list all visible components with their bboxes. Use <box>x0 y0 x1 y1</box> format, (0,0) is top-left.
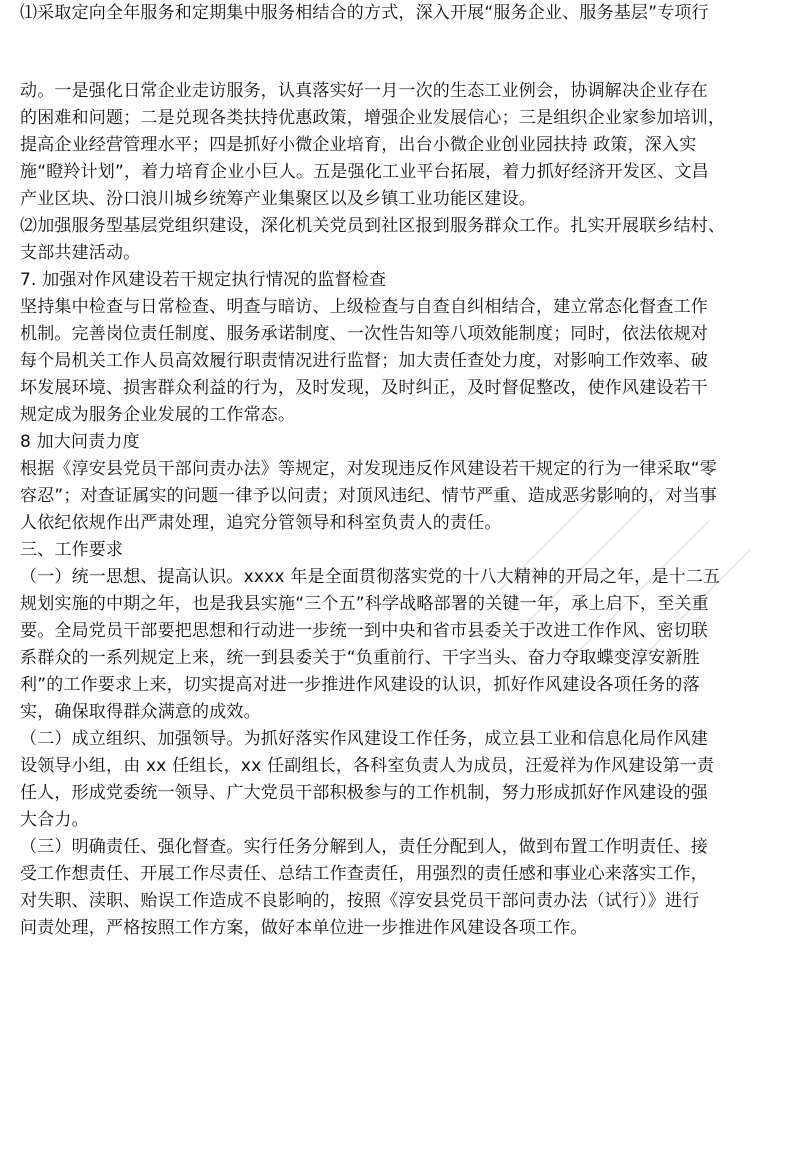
text-line-23: 系群众的一系列规定上来，统一到县委关于“负重前行、干字当头、奋力夺取蝶变淳安新胜 <box>20 648 700 668</box>
section-heading-requirements: 三、工作要求 <box>20 540 124 560</box>
text-line-6: 产业区块、汾口浪川城乡统筹产业集聚区以及乡镇工业功能区建设。 <box>20 189 536 209</box>
text-line-26: （二）成立组织、加强领导。为抓好落实作风建设工作任务，成立县工业和信息化局作风建 <box>20 729 708 749</box>
text-line-18: 人依纪依规作出严肃处理，追究分管领导和科室负责人的责任。 <box>20 513 502 533</box>
text-line-10: 坚持集中检查与日常检查、明查与暗访、上级检查与自查自纠相结合，建立常态化督查工作 <box>20 297 708 317</box>
text-line-33: 问责处理，严格按照工作方案，做好本单位进一步推进作风建设各项工作。 <box>20 918 588 938</box>
text-line-27: 设领导小组，由 xx 任组长，xx 任副组长，各科室负责人为成员，汪爱祥为作风建设第一责 <box>20 756 715 776</box>
text-line-28: 任人，形成党委统一领导、广大党员干部积极参与的工作机制，努力形成抓好作风建设的强 <box>20 783 708 803</box>
text-line-3: 的困难和问题；二是兑现各类扶持优惠政策，增强企业发展信心；三是组织企业家参加培训， <box>20 108 726 128</box>
text-line-29: 大合力。 <box>20 810 89 830</box>
text-line-4: 提高企业经营管理水平；四是抓好小微企业培育，出台小微企业创业园扶持 政策，深入实 <box>20 135 697 155</box>
text-line-32: 对失职、渎职、贻误工作造成不良影响的，按照《淳安县党员干部问责办法（试行）》进行 <box>20 891 700 911</box>
text-line-31: 受工作想责任、开展工作尽责任、总结工作查责任，用强烈的责任感和事业心来落实工作， <box>20 864 708 884</box>
section-heading-7: 7. 加强对作风建设若干规定执行情况的监督检查 <box>20 270 387 290</box>
text-line-20: （一）统一思想、提高认识。xxxx 年是全面贯彻落实党的十八大精神的开局之年，是十二五 <box>20 567 721 587</box>
text-line-12: 每个局机关工作人员高效履行职责情况进行监督；加大责任查处力度，对影响工作效率、破 <box>20 351 708 371</box>
text-line-11: 机制。完善岗位责任制度、服务承诺制度、一次性告知等八项效能制度；同时，依法依规对 <box>20 324 708 344</box>
text-line-2: 动。一是强化日常企业走访服务，认真落实好一月一次的生态工业例会，协调解决企业存在 <box>20 81 708 101</box>
text-line-21: 规划实施的中期之年，也是我县实施“三个五”科学战略部署的关键一年，承上启下，至关重 <box>20 594 709 614</box>
text-line-8: 支部共建活动。 <box>20 243 141 263</box>
text-line-14: 规定成为服务企业发展的工作常态。 <box>20 405 296 425</box>
text-line-30: （三）明确责任、强化督查。实行任务分解到人，责任分配到人，做到布置工作明责任、接 <box>20 837 708 857</box>
text-line-5: 施“瞪羚计划”，着力培育企业小巨人。五是强化工业平台拓展，着力抓好经济开发区、文昌 <box>20 162 709 182</box>
text-line-7: ⑵加强服务型基层党组织建设，深化机关党员到社区报到服务群众工作。扎实开展联乡结村、 <box>20 216 726 236</box>
text-line-24: 利”的工作要求上来，切实提高对进一步推进作风建设的认识，抓好作风建设各项任务的落 <box>20 675 700 695</box>
text-line-22: 要。全局党员干部要把思想和行动进一步统一到中央和省市县委关于改进工作作风、密切联 <box>20 621 708 641</box>
text-line-17: 容忍”；对查证属实的问题一律予以问责；对顶风违纪、情节严重、造成恶劣影响的，对当事 <box>20 486 718 506</box>
text-line-16: 根据《淳安县党员干部问责办法》等规定，对发现违反作风建设若干规定的行为一律采取“零 <box>20 459 718 479</box>
text-line-25: 实，确保取得群众满意的成效。 <box>20 702 261 722</box>
section-heading-8: 8 加大问责力度 <box>20 432 140 452</box>
text-line-13: 坏发展环境、损害群众利益的行为，及时发现，及时纠正，及时督促整改，使作风建设若干 <box>20 378 708 398</box>
text-line-1: ⑴采取定向全年服务和定期集中服务相结合的方式，深入开展“服务企业、服务基层”专项行 <box>20 3 709 23</box>
